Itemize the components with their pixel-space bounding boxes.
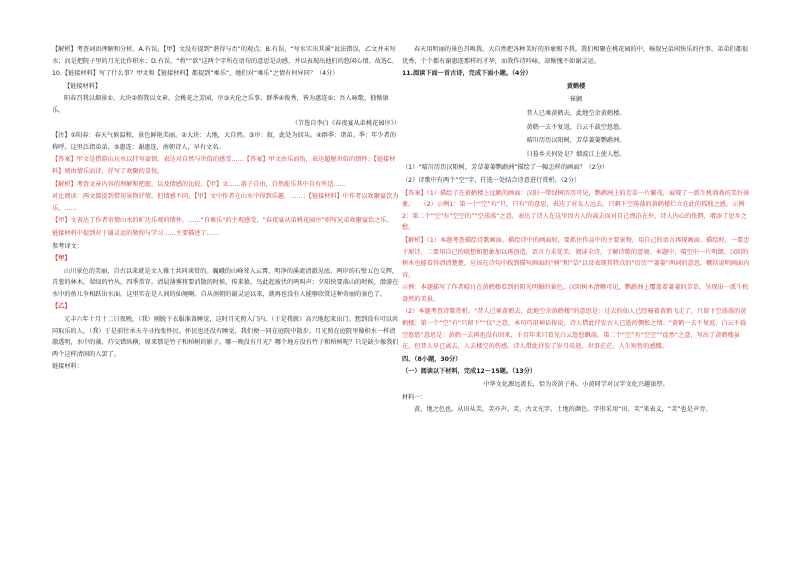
link-material-label-2: 链接材料：: [52, 363, 83, 371]
link-material-label: 【链接材料】: [64, 82, 102, 90]
section-4-subheading: （一）阅读以下材料，完成12～15题。（13分）: [402, 368, 537, 376]
q11-question: 11.阅读下面一首古诗，完成下面小题。（4分）: [402, 70, 532, 78]
q10-analysis-1: 【解析】考查文章内容的理解和把握，以及情感的比较。【甲】文……游子自由，自然能乐其中自有所适……: [52, 180, 346, 188]
poem: [402, 81, 750, 161]
q10-analysis-2: 对比阅读：两文都提到借用景物抒情，但情感不同。【甲】文中作者在山水中得到乐趣，……；【链接材料】中作者以欢聚宴饮为乐，……: [52, 193, 399, 212]
link-material-notes: 【注】①阳春：春天气候温和，景色鲜艳美丽。②大块：大地，大自然。③序：叙，此处为回头。④群季：诸弟。季：年少者的称呼。这里泛指弟弟。⑤惠连：谢惠连，南朝诗人，早有文名。: [52, 132, 396, 151]
translation-yi-label: 【乙】: [52, 303, 71, 311]
poem-author: 崔颢: [569, 96, 583, 104]
q10-answer: 【答案】甲文是借游山玩水以抒写豪情，表达对自然与世俗的感受……【答案】甲文由乐而怡，表达超脱世俗的情怀；【链接材料】则由情乐而诗，抒写了欢聚的喜悦。: [52, 156, 396, 175]
translation-yi-text: 元丰六年十月十二日夜晚，（我）刚脱下衣服准备睡觉，这时月光照入门内，（于是我就）高兴地起来出门。想到没有可以共同取乐的人，（我）于是前往承天寺寻找张怀民。怀民也还没有睡觉，我们便一同在庭院中散步。月光照在庭院里像积水一样清澈透明，水中的藻、荇交错纵横，原来那是竹子和柏树的影子。哪一晚没有月光？哪个地方没有竹子和柏树呢？只是缺少像我们两个这样清闲的人罢了。: [52, 316, 399, 358]
q10-question: 10.【链接材料】写了什么事？甲文和【链接材料】都提到“乘乐”，她们对“乘乐”之情有何异同？（4分）: [52, 70, 339, 78]
q11-analysis-3: （2）本题考查诗歌赏析。“昔人已乘黄鹤去，此地空余黄鹤楼”的意思是：过去的仙人已经骑着黄鹤飞走了，只留下空荡荡的黄鹤楼；第一个“空”有“只留下”“仅”之意，本句巧用神话传说，诗人借此抒发古人已逝的惆怅之情。“黄鹤一去不复返，白云千载空悠悠”意思是：黄鹤一去再也没有回来，千百年来只看见白云悠悠飘荡。第二个“空”有“空空”“徒然”之意，写出了黄鹤楼虽在，但昔人早已离去，人去楼空的伤感。诗人借此抒发了岁月易逝、世事茫茫、人生短暂的感慨。: [402, 308, 747, 351]
q10-analysis-4: 链接材料中提到对于谢灵运的敬仰与学习……主要描述了……: [52, 229, 220, 237]
material-text: 黄，地之色也。从田从芙，芙亦声。芙，古文光字。土地的颜色。字形采用“田、芙”来表义，“芙”也是声旁。: [414, 406, 712, 414]
reference-translation-label: 参考译文：: [52, 242, 83, 250]
left-column: [52, 44, 400, 374]
material-label: 材料一：: [402, 393, 427, 401]
q10-analysis-3: 【甲】文表达了作者寄情山水的旷达乐观的情怀，……“自乘乐”的主观感受，“春夜宴从弟桃花园序”则写兄弟欢聚宴饮之乐。: [52, 217, 393, 225]
section-4-heading: 四、（8小题，30分）: [402, 355, 462, 363]
q11-sub1: （1）“晴川历历汉阳树，芳草萋萋鹦鹉洲”描绘了一幅怎样的画面？（2分）: [402, 164, 609, 172]
poem-line: 黄鹤一去不复返，白云千载空悠悠。: [526, 123, 626, 131]
q9-analysis: 【解析】考查词语理解和分析。A.有误，【甲】文没有提到“谐得与否”的观点；B.有误，“写水实出其溪”说法错误，乙文并未写水；而是把院子里的月光比作积水；D.有误，“将”“欲”这两个字所在语句的意思是动感，并以表现出他们的悠闲心情。故选C。: [52, 46, 398, 65]
q11-analysis-1: 【解析】（1）本题考查描绘诗歌画面。描绘诗中的画面时，要抓住作品中的主要景物，用自己的语言再现画面。描绘时，一要忠于原诗，二要用自己的联想和想象加以再创造，语言力求优美。阅读全诗，了解诗歌的意境。本题中，晴空中一片明朗，汉阳的树木也能看得清清楚楚，应该在诗句中找到描写画面的“树”和“草”以及表现其特点的“历历”“萋萋”两词的意思，概括说明画面内容。: [402, 236, 750, 279]
translation-jia-text: 山川景色的美丽，自古以来就是文人雅士共同谈赏的。巍峨的山峰耸入云霄，明净的溪流清澈见底。两岸的石壁五色交辉，青葱的林木，翠绿的竹丛，四季常存。清晨薄雾将要消散的时候，传来猿、鸟此起彼伏的鸣叫声；夕阳快要落山的时候，潜游在水中的鱼儿争相跃出水面。这里实在是人间的仙境啊。自从南朝的谢灵运以来，就再也没有人能够欣赏这种奇丽的景色了。: [52, 267, 399, 298]
q11-analysis-2: 示例：本题描写了作者晴日在黄鹤楼看到的阳光明媚的景色，汉阳树木清晰可见，鹦鹉洲上覆盖着萋萋的芳草，呈现出一派生机盎然的美景。: [402, 284, 749, 303]
link-material-source: （节选自李白《春夜宴从弟桃花园序》）: [291, 119, 400, 127]
poem-line: 晴川历历汉阳树，芳草萋萋鹦鹉洲。: [526, 137, 626, 145]
poem-title: 黄鹤楼: [566, 82, 586, 90]
material-intro: 中华文化源远流长，恰为炎黄子孙。小黄同学对汉字文化兴趣浓厚。: [483, 381, 669, 389]
right-column: [402, 44, 750, 417]
translation-jia-label: 【甲】: [52, 255, 71, 263]
link-translation: 春天用明丽的景色召唤我，大自然把各种美好的形象赐予我。我们相聚在桃花园的中，畅叙兄弟间快乐的往事。弟弟们都很优秀，个个都有谢惠连那样的才华，而我作诗吟咏，却惭愧不如谢灵运。: [402, 46, 749, 65]
q11-sub2: （2）诗歌中有两个“空”字，任选一处结合诗意进行赏析。（2分）: [402, 176, 581, 184]
link-material-text: 阳春召我以烟景①，大块②假我以文章。会桃花之芳园，序③天伦之乐事。群季④俊秀，皆为惠连⑤；吾人咏歌，独惭康乐。: [52, 95, 389, 114]
q11-answer: 【答案】（1）描绘了在黄鹤楼上远眺的画面：汉阳一带绿树历历可见，鹦鹉洲上的芳草一片繁茂，展现了一派生机勃勃的美好景象。 （2）示例1：第一个“空”有“只，只有”的意思，表达了对友人远去，只剩下空荡荡的黄鹤楼伫立在此的孤独之感。示例2：第二个“空”有“空空的”“空荡荡”之意，表达了诗人在这里因古人的离去而对自己漂泊在外，诗人内心的怅惘，增添了思乡之愁。: [402, 189, 750, 232]
poem-line: 日暮乡关何处是？烟波江上使人愁。: [526, 150, 626, 158]
poem-line: 昔人已乘黄鹤去，此地空余黄鹤楼。: [526, 109, 626, 117]
